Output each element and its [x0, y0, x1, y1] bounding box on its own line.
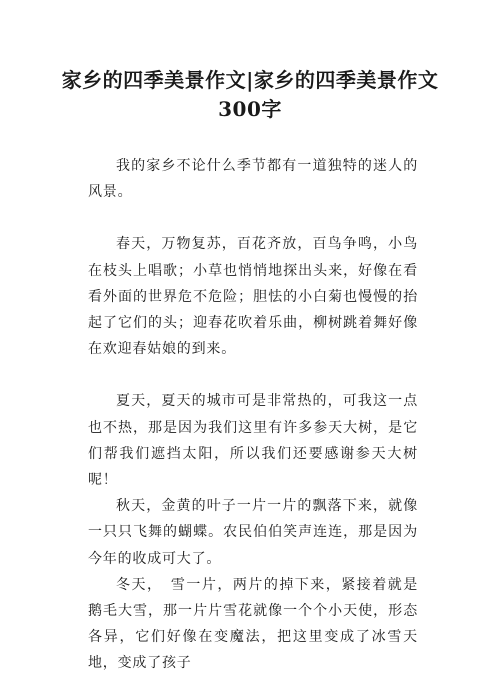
- paragraph-spacer: [88, 205, 418, 231]
- paragraph-winter: 冬天， 雪一片，两片的掉下来，紧接着就是鹅毛大雪，那一片片雪花就像一个个小天使，形态各异，它们好像在变魔法，把这里变成了冰雪天地，变成了孩子: [88, 576, 418, 672]
- paragraph-autumn: 秋天，金黄的叶子一片一片的飘落下来，就像一只只飞舞的蝴蝶。农民伯伯笑声连连，那是因为今年的收成可大了。: [88, 498, 418, 567]
- article-body: [88, 153, 418, 677]
- paragraph-spring: 春天，万物复苏，百花齐放，百鸟争鸣，小鸟在枝头上唱歌；小草也悄悄地探出头来，好像在看看外面的世界危不危险；胆怯的小白菊也慢慢的抬起了它们的头；迎春花吹着乐曲，柳树跳着舞好像在欢迎春姑娘的到来。: [88, 236, 418, 358]
- article-title: 家乡的四季美景作文|家乡的四季美景作文300字: [61, 68, 439, 121]
- paragraph-intro: 我的家乡不论什么季节都有一道独特的迷人的风景。: [88, 158, 418, 201]
- paragraph-spacer: [88, 362, 418, 388]
- paragraph-summer: 夏天，夏天的城市可是非常热的，可我这一点也不热，那是因为我们这里有许多参天大树，是它们帮我们遮挡太阳，所以我们还要感谢参天大树呢！: [88, 393, 418, 489]
